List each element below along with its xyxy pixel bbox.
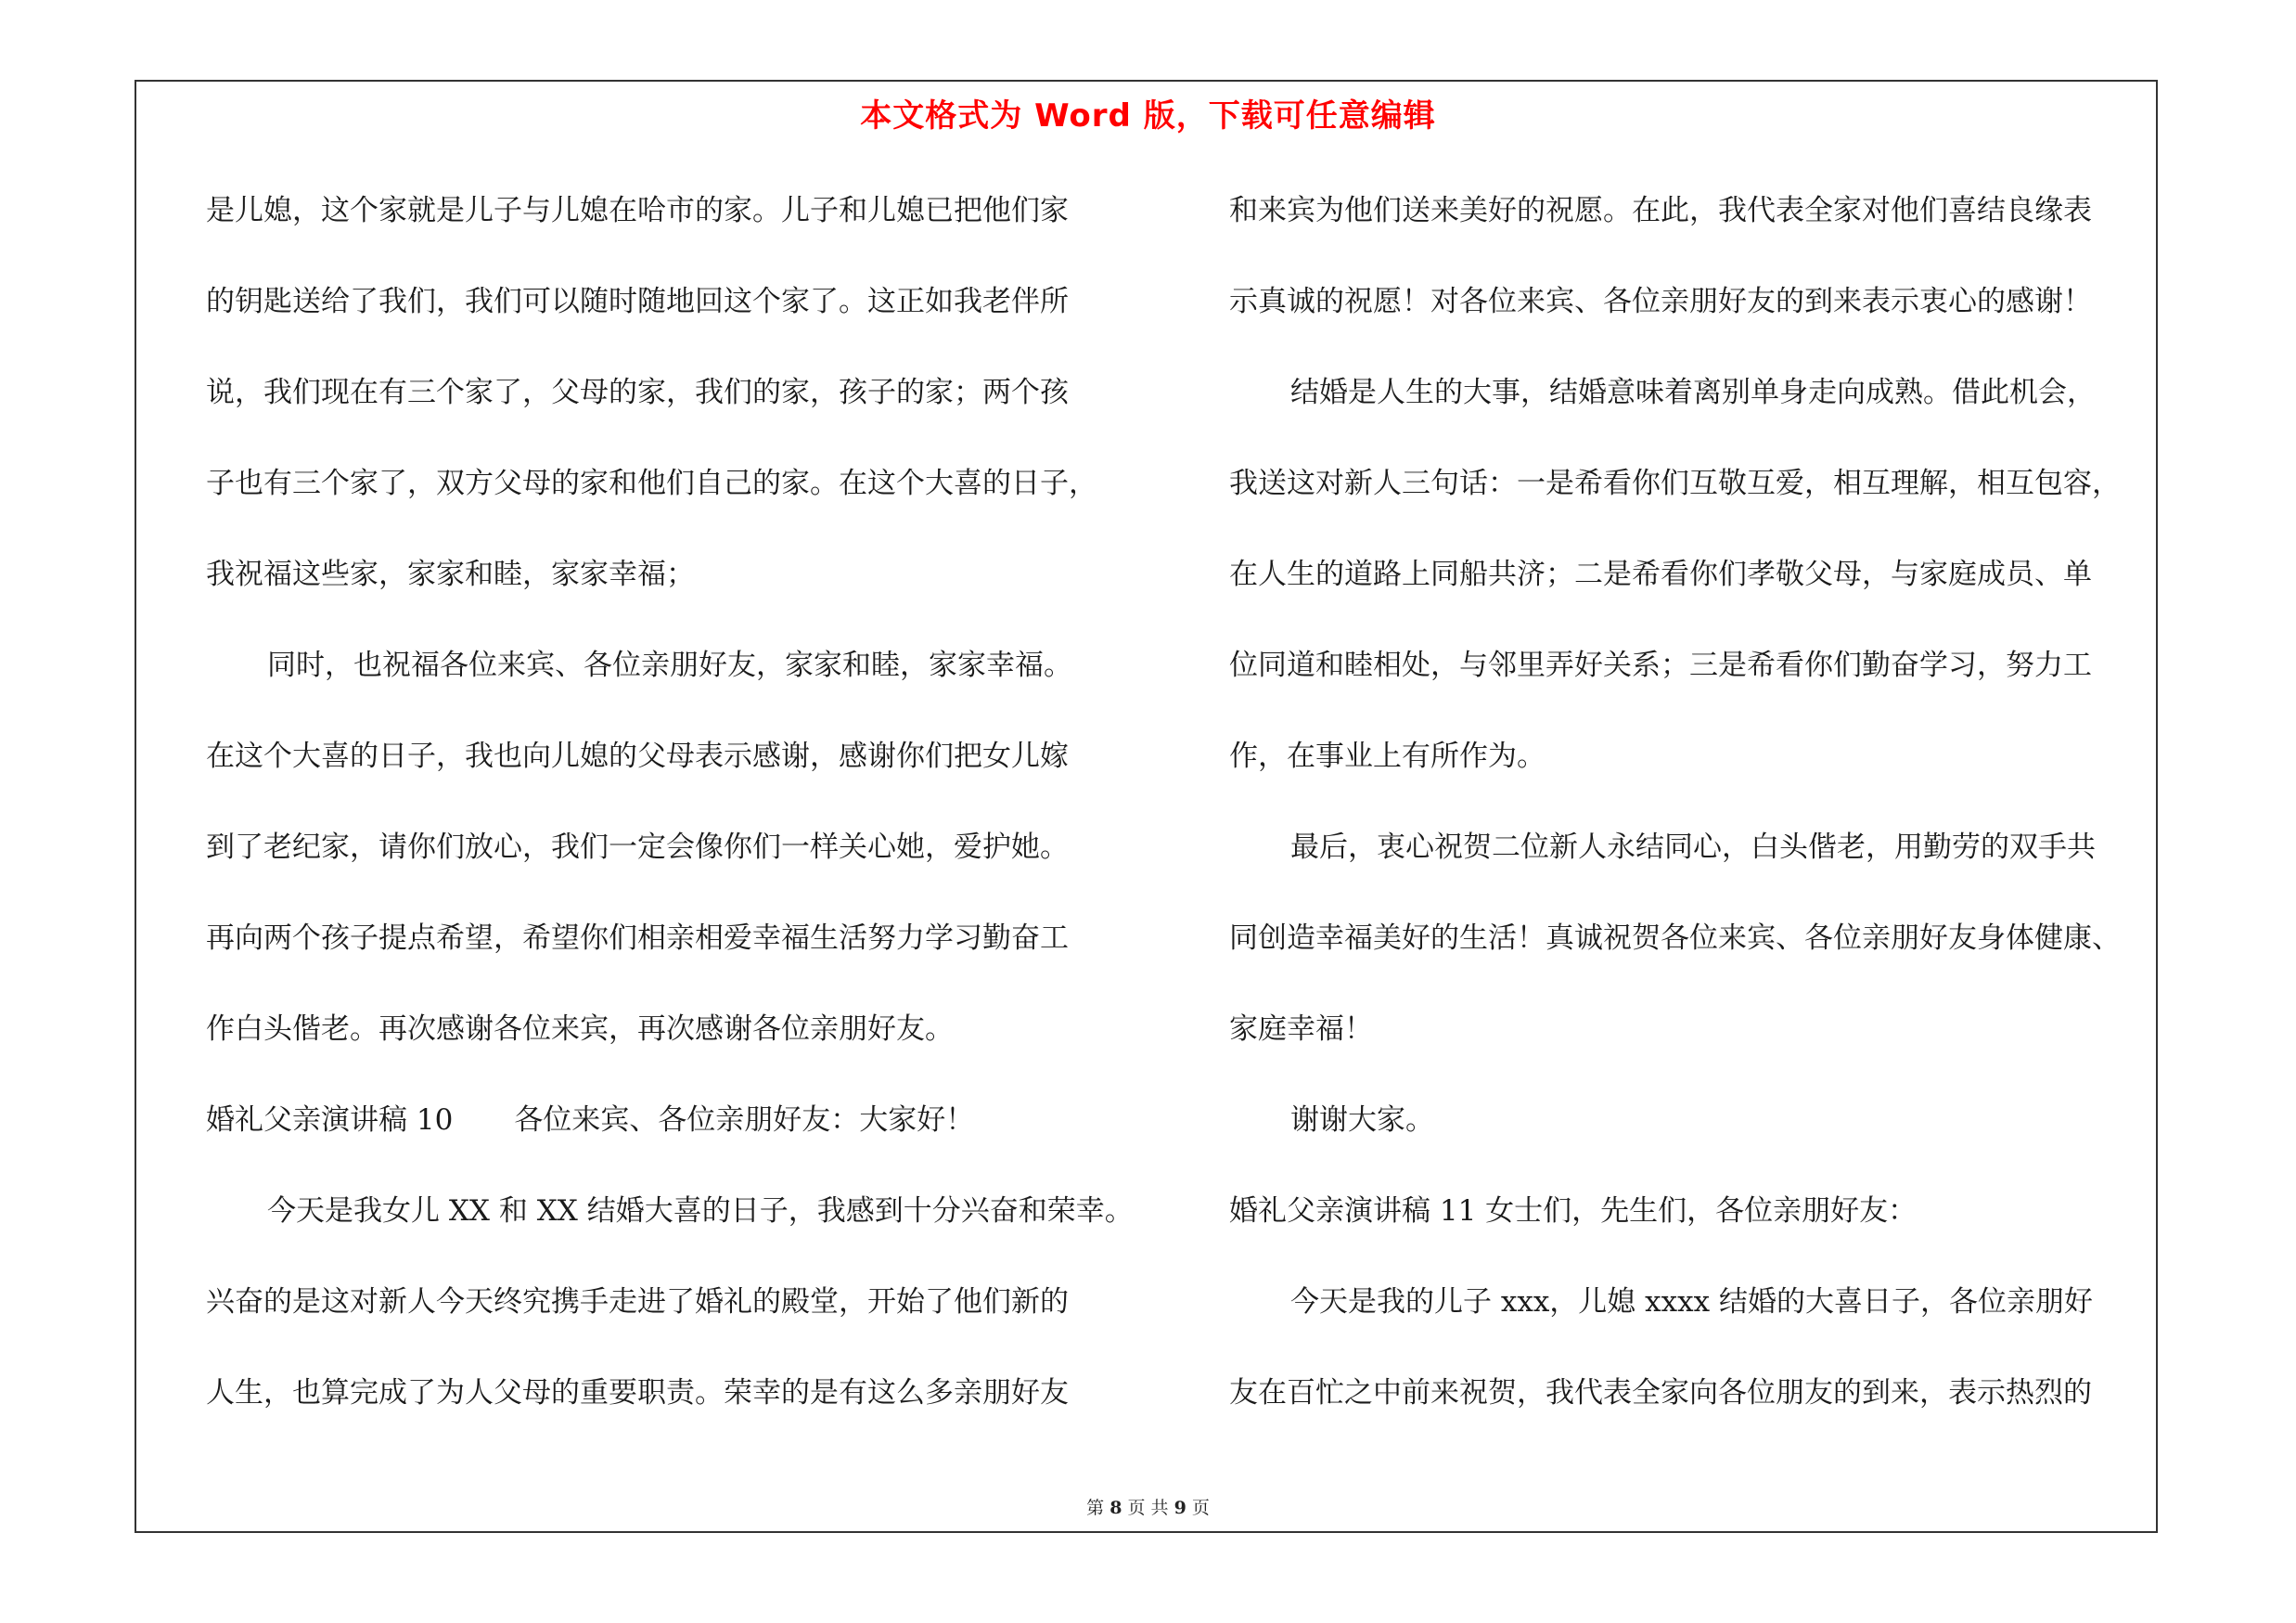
text-line bbox=[206, 908, 1134, 999]
text-line bbox=[206, 545, 1134, 636]
line-text: 同时，也祝福各位来宾、各位亲朋好友，家家和睦，家家幸福。 bbox=[267, 649, 1072, 682]
left-text-column bbox=[206, 181, 1134, 1454]
text-line bbox=[206, 1363, 1134, 1454]
footer-suffix: 页 bbox=[1191, 1498, 1210, 1518]
text-line bbox=[1229, 1090, 2157, 1181]
text-line bbox=[1229, 1181, 2157, 1272]
line-text: 到了老纪家，请你们放心，我们一定会像你们一样关心她，爱护她。 bbox=[206, 831, 1069, 864]
line-text: 子也有三个家了，双方父母的家和他们自己的家。在这个大喜的日子， bbox=[206, 467, 1097, 500]
line-text: 人生，也算完成了为人父母的重要职责。荣幸的是有这么多亲朋好友 bbox=[206, 1376, 1069, 1410]
text-line bbox=[1229, 272, 2157, 363]
line-text: 最后，衷心祝贺二位新人永结同心，白头偕老，用勤劳的双手共 bbox=[1290, 831, 2096, 864]
line-text: 作，在事业上有所作为。 bbox=[1229, 740, 1546, 773]
text-line bbox=[1229, 818, 2157, 908]
text-line bbox=[1229, 454, 2157, 545]
line-text: 是儿媳，这个家就是儿子与儿媳在哈市的家。儿子和儿媳已把他们家 bbox=[206, 194, 1069, 227]
text-line bbox=[206, 1181, 1134, 1272]
line-text: 兴奋的是这对新人今天终究携手走进了婚礼的殿堂，开始了他们新的 bbox=[206, 1285, 1069, 1319]
text-line bbox=[1229, 908, 2157, 999]
text-line bbox=[1229, 727, 2157, 818]
right-text-column bbox=[1229, 181, 2157, 1454]
line-text: 友在百忙之中前来祝贺，我代表全家向各位朋友的到来，表示热烈的 bbox=[1229, 1376, 2092, 1410]
footer-current-page: 8 bbox=[1110, 1498, 1122, 1518]
text-line bbox=[1229, 181, 2157, 272]
text-line bbox=[206, 727, 1134, 818]
text-line bbox=[206, 181, 1134, 272]
text-line bbox=[1229, 363, 2157, 454]
line-text: 说，我们现在有三个家了，父母的家，我们的家，孩子的家；两个孩 bbox=[206, 376, 1069, 409]
line-text: 婚礼父亲演讲稿 11 女士们，先生们，各位亲朋好友： bbox=[1229, 1194, 1918, 1228]
line-text: 我送这对新人三句话：一是希看你们互敬互爱，相互理解，相互包容， bbox=[1229, 467, 2121, 500]
footer-prefix: 第 bbox=[1086, 1498, 1105, 1518]
line-text: 谢谢大家。 bbox=[1290, 1103, 1434, 1137]
text-line bbox=[206, 454, 1134, 545]
text-line bbox=[206, 999, 1134, 1090]
line-text: 和来宾为他们送来美好的祝愿。在此，我代表全家对他们喜结良缘表 bbox=[1229, 194, 2092, 227]
line-text: 在这个大喜的日子，我也向儿媳的父母表示感谢，感谢你们把女儿嫁 bbox=[206, 740, 1069, 773]
text-line bbox=[206, 272, 1134, 363]
line-text-continued: 各位来宾、各位亲朋好友：大家好！ bbox=[514, 1103, 975, 1137]
line-text: 作白头偕老。再次感谢各位来宾，再次感谢各位亲朋好友。 bbox=[206, 1012, 954, 1046]
line-text: 我祝福这些家，家家和睦，家家幸福； bbox=[206, 558, 695, 591]
line-text: 位同道和睦相处，与邻里弄好关系；三是希看你们勤奋学习，努力工 bbox=[1229, 649, 2092, 682]
page-footer bbox=[0, 1494, 2296, 1519]
text-line bbox=[206, 636, 1134, 727]
line-text: 今天是我女儿 XX 和 XX 结婚大喜的日子，我感到十分兴奋和荣幸。 bbox=[267, 1194, 1134, 1228]
text-line bbox=[206, 1090, 1134, 1181]
line-text: 结婚是人生的大事，结婚意味着离别单身走向成熟。借此机会， bbox=[1290, 376, 2096, 409]
footer-middle: 页 共 bbox=[1127, 1498, 1169, 1518]
text-line bbox=[1229, 1363, 2157, 1454]
line-text: 婚礼父亲演讲稿 10 bbox=[206, 1103, 454, 1137]
text-line bbox=[1229, 1272, 2157, 1363]
text-line bbox=[206, 363, 1134, 454]
text-line bbox=[1229, 636, 2157, 727]
line-text: 再向两个孩子提点希望，希望你们相亲相爱幸福生活努力学习勤奋工 bbox=[206, 921, 1069, 955]
line-text: 今天是我的儿子 xxx，儿媳 xxxx 结婚的大喜日子，各位亲朋好 bbox=[1290, 1285, 2093, 1319]
line-text: 的钥匙送给了我们，我们可以随时随地回这个家了。这正如我老伴所 bbox=[206, 285, 1069, 318]
text-line bbox=[1229, 545, 2157, 636]
text-line bbox=[206, 1272, 1134, 1363]
line-text: 示真诚的祝愿！对各位来宾、各位亲朋好友的到来表示衷心的感谢！ bbox=[1229, 285, 2092, 318]
footer-total-pages: 9 bbox=[1174, 1498, 1186, 1518]
line-text: 在人生的道路上同船共济；二是希看你们孝敬父母，与家庭成员、单 bbox=[1229, 558, 2092, 591]
text-line bbox=[206, 818, 1134, 908]
format-banner: 本文格式为 Word 版，下载可任意编辑 bbox=[860, 97, 1436, 135]
line-text: 家庭幸福！ bbox=[1229, 1012, 1373, 1046]
line-text: 同创造幸福美好的生活！真诚祝贺各位来宾、各位亲朋好友身体健康、 bbox=[1229, 921, 2121, 955]
text-line bbox=[1229, 999, 2157, 1090]
